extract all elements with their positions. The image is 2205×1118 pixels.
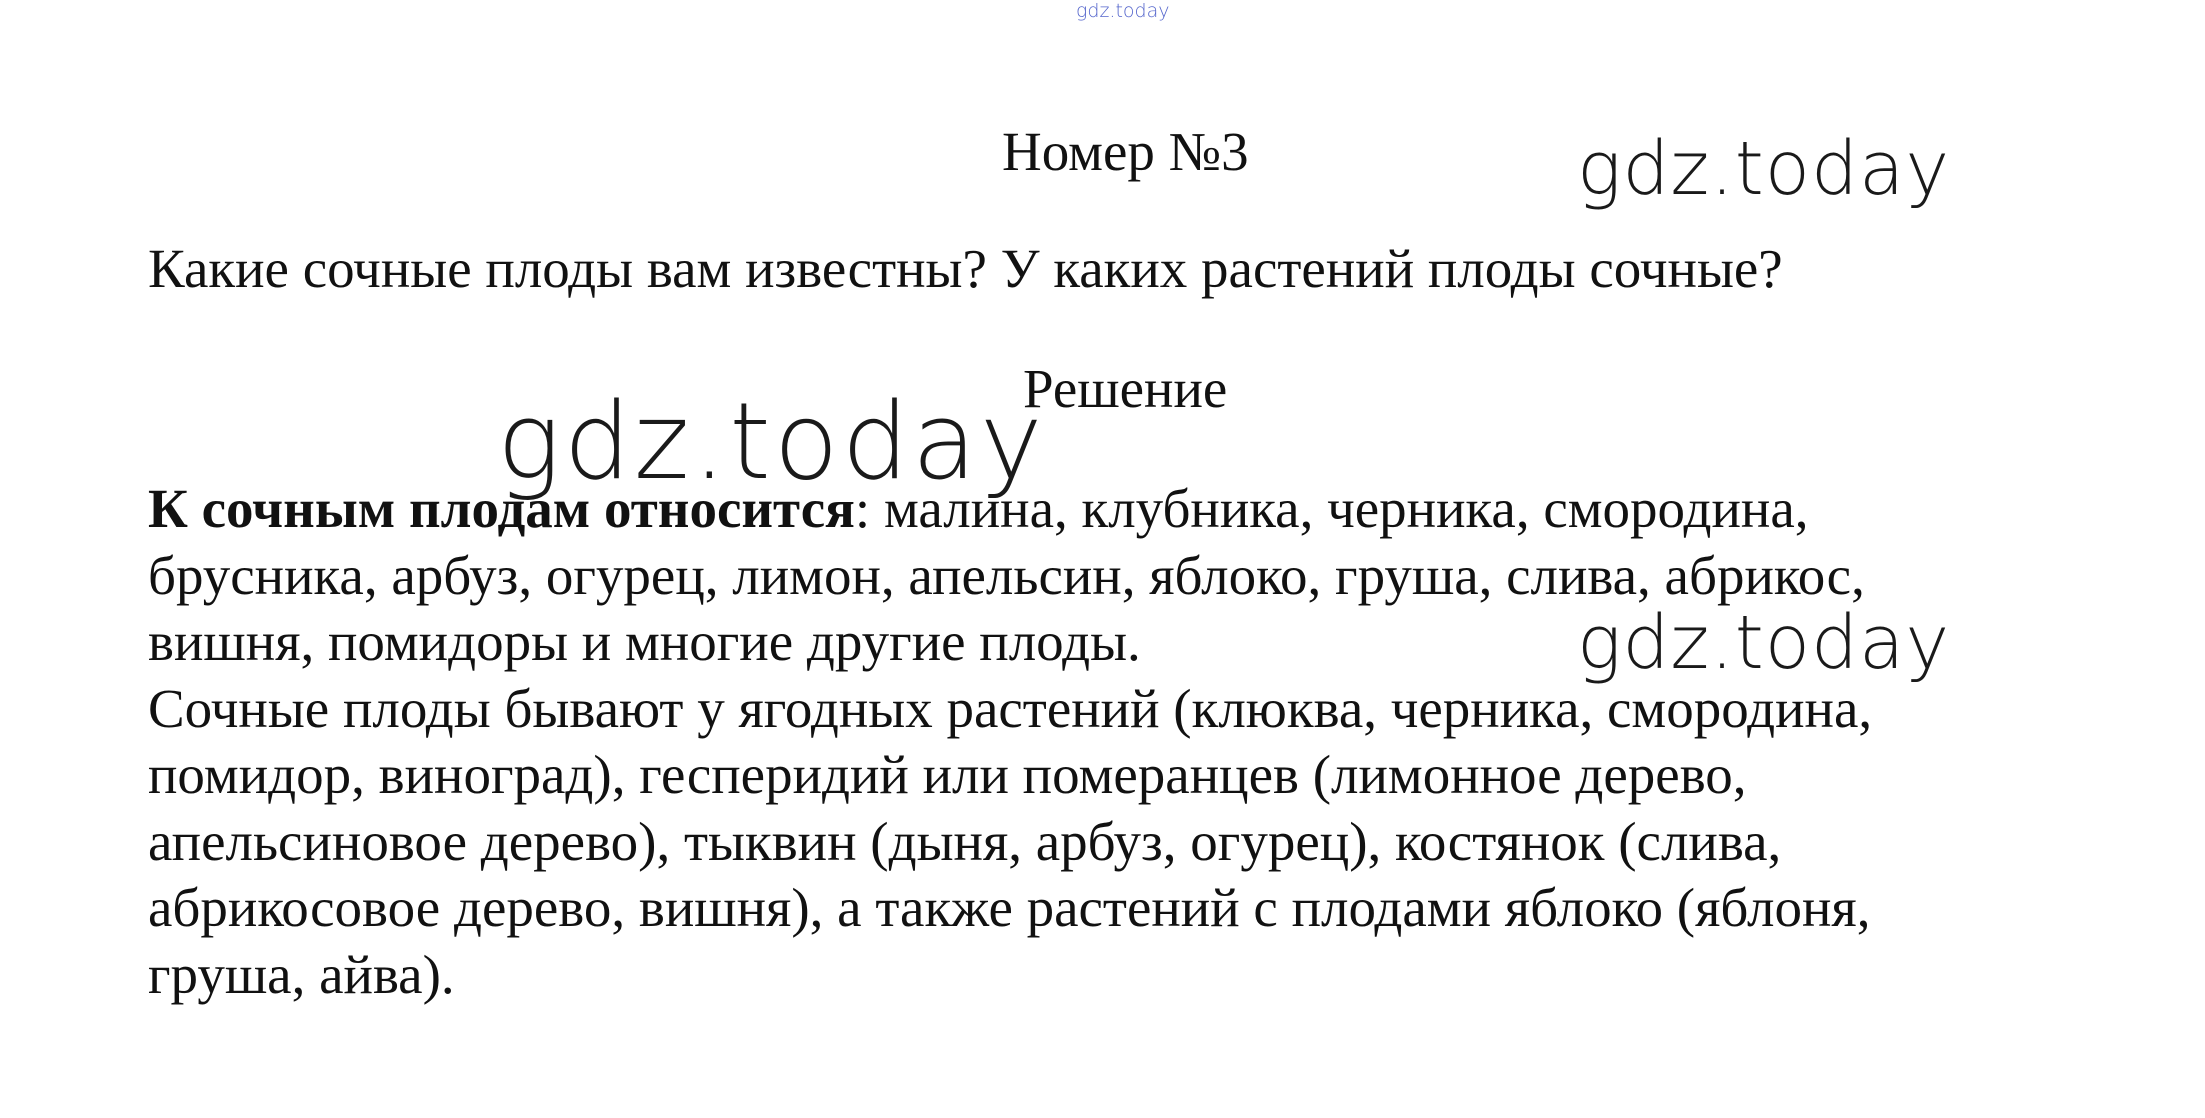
answer-text [148,476,1872,1008]
answer-line: вишня, помидоры и многие другие плоды. [148,611,1141,672]
answer-line: помидор, виноград), гесперидий или померанцев (лимонное дерево, [148,744,1747,805]
answer-line: груша, айва). [148,943,455,1005]
answer-line-rest: : малина, клубника, черника, смородина, [854,478,1809,539]
watermark-top: gdz.today [1076,0,1170,22]
solution-label: Решение [1023,358,1228,419]
watermark: gdz.today [1577,126,1951,212]
task-heading: Номер №3 [1002,121,1249,182]
answer-line: абрикосовое дерево, вишня), а также растений с плодами яблоко (яблоня, [148,877,1871,938]
answer-bold-lead: К сочным плодам относится [148,478,855,539]
question-text: Какие сочные плоды вам известны? У каких растений плоды сочные? [148,238,1783,299]
answer-line: брусника, арбуз, огурец, лимон, апельсин, яблоко, груша, слива, абрикос, [148,544,1865,606]
answer-line: Сочные плоды бывают у ягодных растений (клюква, черника, смородина, [148,677,1873,739]
answer-line [148,476,1872,543]
watermark: gdz.today [497,380,1046,503]
answer-line: апельсиновое дерево), тыквин (дыня, арбуз, огурец), костянок (слива, [148,810,1782,872]
watermark: gdz.today [1577,600,1951,686]
